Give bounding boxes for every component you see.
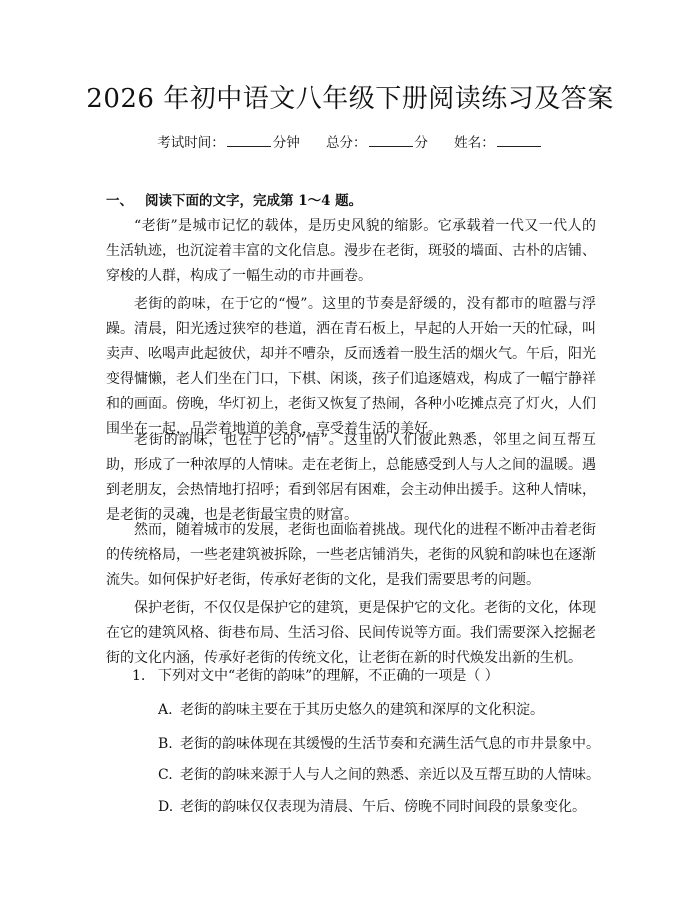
option-d[interactable] [158, 796, 586, 818]
passage-paragraph-2: 老街的韵味，在于它的“慢”。这里的节奏是舒缓的，没有都市的喧嚣与浮躁。清晨，阳光透过狭窄的巷道，洒在青石板上，早起的人开始一天的忙碌，叫卖声、吆喝声此起彼伏，却并不嘈杂，反而透着一股生活的烟火气。午后，阳光变得慵懒，老人们坐在门口，下棋、闲谈，孩子们追逐嬉戏，构成了一幅宁静祥和的画面。傍晚，华灯初上，老街又恢复了热闹，各种小吃摊点亮了灯火，人们围坐在一起，品尝着地道的美食，享受着生活的美好。 [106, 296, 596, 437]
section-instruction: 阅读下面的文字，完成第 1～4 题。 [145, 193, 363, 209]
question-1 [132, 665, 499, 687]
score-unit: 分 [414, 135, 428, 151]
option-text: 老街的韵味来源于人与人之间的熟悉、亲近以及互帮互助的人情味。 [180, 767, 600, 783]
passage-paragraph-4: 然而，随着城市的发展，老街也面临着挑战。现代化的进程不断冲击着老街的传统格局，一些老建筑被拆除，一些老店铺消失，老街的风貌和韵味也在逐渐流失。如何保护好老街，传承好老街的文化，是我们需要思考的问题。 [106, 522, 596, 588]
exam-name [454, 135, 543, 151]
passage-paragraph-3: 老街的韵味，也在于它的“情”。这里的人们彼此熟悉，邻里之间互帮互助，形成了一种浓厚的人情味。走在老街上，总能感受到人与人之间的温暖。遇到老朋友，会热情地打招呼；看到邻居有困难，会主动伸出援手。这种人情味，是老街的灵魂，也是老街最宝贵的财富。 [106, 432, 596, 523]
option-letter: D. [158, 799, 174, 815]
question-text: 下列对文中“老街的韵味”的理解，不正确的一项是（ ） [158, 668, 499, 684]
time-unit: 分钟 [272, 135, 300, 151]
score-blank [369, 133, 413, 147]
time-label: 考试时间： [157, 135, 225, 151]
option-c[interactable] [158, 764, 600, 786]
exam-time [157, 135, 300, 151]
name-blank [497, 133, 541, 147]
option-letter: C. [158, 767, 173, 783]
option-b[interactable] [158, 733, 600, 755]
section-heading [106, 191, 362, 211]
passage-paragraph-5: 保护老街，不仅仅是保护它的建筑，更是保护它的文化。老街的文化，体现在它的建筑风格、街巷布局、生活习俗、民间传说等方面。我们需要深入挖掘老街的文化内涵，传承好老街的传统文化，让老街在新的时代焕发出新的生机。 [106, 600, 596, 666]
option-letter: B. [158, 736, 173, 752]
score-label: 总分： [326, 135, 367, 151]
exam-meta [0, 133, 700, 153]
option-text: 老街的韵味仅仅表现为清晨、午后、傍晚不同时间段的景象变化。 [180, 799, 586, 815]
option-text: 老街的韵味体现在其缓慢的生活节奏和充满生活气息的市井景象中。 [180, 736, 600, 752]
option-letter: A. [158, 702, 173, 718]
page-title: 2026 年初中语文八年级下册阅读练习及答案 [86, 84, 614, 114]
option-text: 老街的韵味主要在于其历史悠久的建筑和深厚的文化积淀。 [180, 702, 544, 718]
time-blank [227, 133, 271, 147]
question-number: 1. [132, 668, 146, 684]
option-a[interactable] [158, 699, 544, 721]
exam-score [326, 135, 428, 151]
section-number: 一、 [106, 193, 133, 209]
passage-paragraph-1: “老街”是城市记忆的载体，是历史风貌的缩影。它承载着一代又一代人的生活轨迹，也沉淀着丰富的文化信息。漫步在老街，斑驳的墙面、古朴的店铺、穿梭的人群，构成了一幅生动的市井画卷。 [106, 218, 596, 284]
name-label: 姓名： [454, 135, 495, 151]
